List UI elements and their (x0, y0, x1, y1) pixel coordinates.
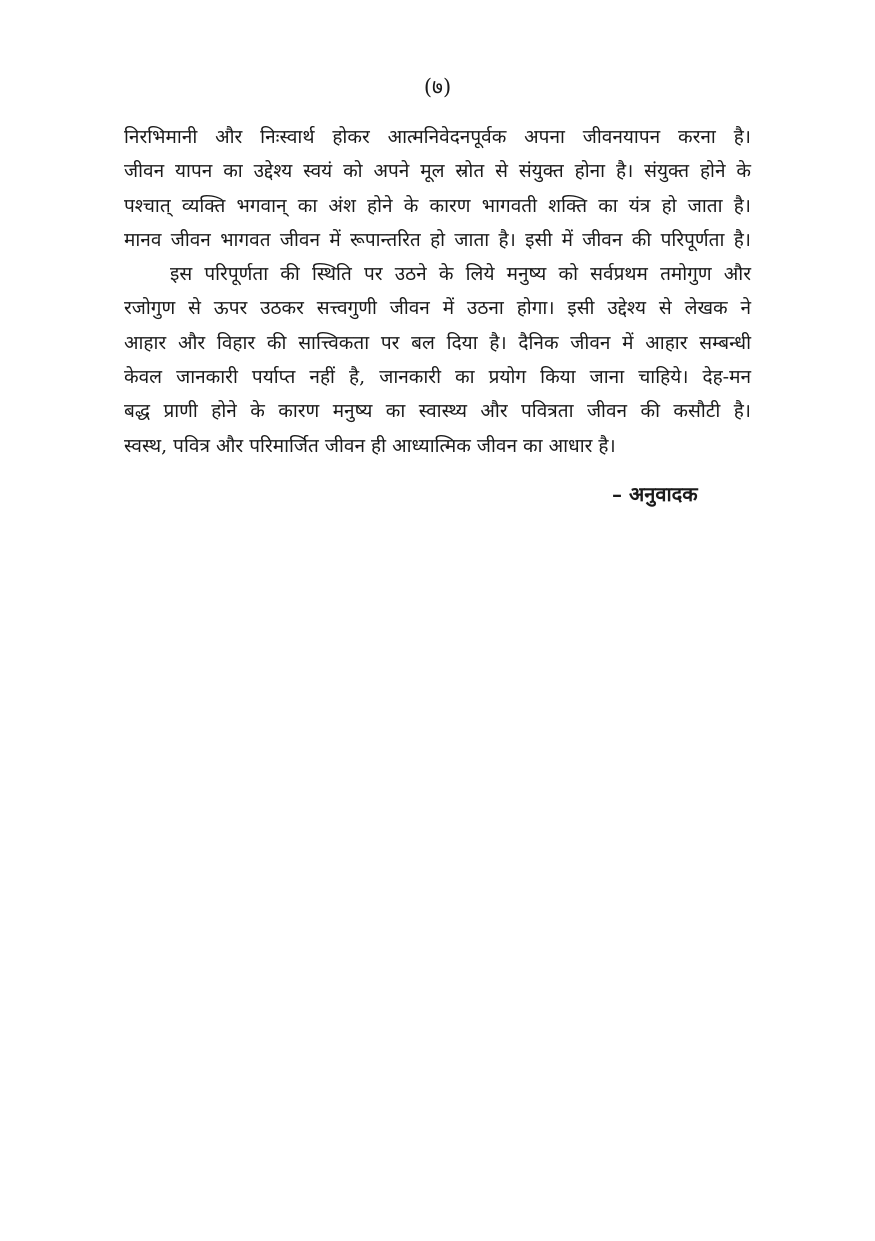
text-line: मानव जीवन भागवत जीवन में रूपान्तरित हो जाता है। इसी में जीवन की परिपूर्णता है। (124, 228, 751, 251)
text-line: रजोगुण से ऊपर उठकर सत्त्वगुणी जीवन में उठना होगा। इसी उद्देश्य से लेखक ने (124, 297, 751, 320)
paragraph-1 (124, 120, 751, 257)
text-line: आहार और विहार की सात्त्विकता पर बल दिया है। दैनिक जीवन में आहार सम्बन्धी (124, 331, 751, 354)
text-line: पश्चात् व्यक्ति भगवान् का अंश होने के कारण भागवती शक्ति का यंत्र हो जाता है। (124, 194, 751, 217)
text-line: जीवन यापन का उद्देश्य स्वयं को अपने मूल स्रोत से संयुक्त होना है। संयुक्त होने के (124, 160, 751, 183)
translator-signature: – अनुवादक (612, 482, 698, 506)
text-line: स्वस्थ, पवित्र और परिमार्जित जीवन ही आध्यात्मिक जीवन का आधार है। (124, 434, 616, 457)
body-text (124, 120, 751, 463)
text-line: केवल जानकारी पर्याप्त नहीं है, जानकारी का प्रयोग किया जाना चाहिये। देह-मन (124, 366, 751, 389)
paragraph-2 (124, 257, 751, 463)
text-line: निरभिमानी और निःस्वार्थ होकर आत्मनिवेदनपूर्वक अपना जीवनयापन करना है। (124, 126, 751, 148)
text-line: इस परिपूर्णता की स्थिति पर उठने के लिये मनुष्य को सर्वप्रथम तमोगुण और (170, 263, 751, 286)
text-line: बद्ध प्राणी होने के कारण मनुष्य का स्वास्थ्य और पवित्रता जीवन की कसौटी है। (124, 400, 751, 423)
page-number: (७) (423, 75, 452, 99)
